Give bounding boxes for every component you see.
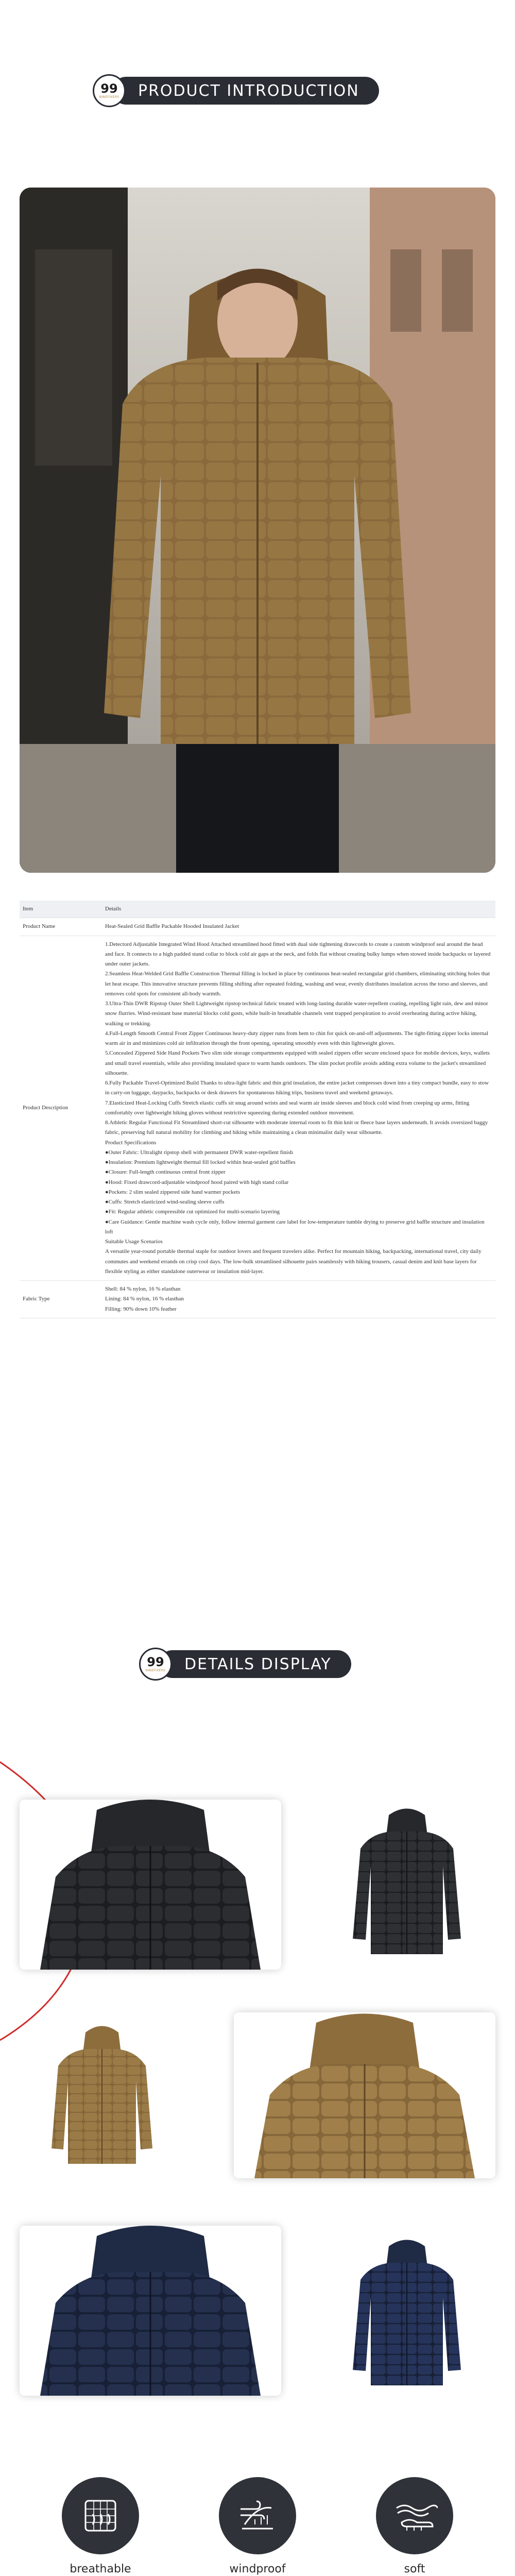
description-line: 8.Athletic Regular Functional Fit Streamlined short-cut silhouette with moderate internal room to fit thin knit or fleece base layers underneath. It avoids oversized baggy fabric, preserving full natural mobility for climbing and hiking while maintaining a clean minimalist daily wear silhouette. <box>105 1120 488 1136</box>
spec-bullet: ●Insulation: Premium lightweight thermal fill locked within heat-sealed grid baffles <box>105 1159 296 1165</box>
description-line: 2.Seamless Heat-Welded Grid Baffle Construction Thermal filling is locked in place by continuous heat-sealed rectangular grid chambers, eliminating stitching holes that let heat escape. This innovative structure prevents filling shifting after repeated folding, washing and wear, evenly distributes insulation across the torso and sleeves, and removes cold spots for consistent all-body warmth. <box>105 971 490 997</box>
details-display-banner <box>139 1647 351 1682</box>
section-title-pill <box>112 77 379 105</box>
product-name-text: Heat-Sealed Grid Baffle Packable Hooded Insulated Jacket <box>105 923 239 930</box>
fabric-line: Filling: 90% down 10% feather <box>105 1306 177 1312</box>
description-line: 4.Full-Length Smooth Central Front Zipper Continuous heavy-duty zipper runs from hem to chin for quick on-and-off adjustments. The tight-fitting zipper locks internal warm air in and minimizes cold air infiltration through the front opening, operating smoothly even with thin lightweight gloves. <box>105 1030 489 1046</box>
detail-navy-full <box>340 2231 474 2396</box>
description-line: 7.Elasticized Heat-Locking Cuffs Stretch elastic cuffs sit snug around wrists and seal warm air inside sleeves and block cold wind from creeping up arms, fitting comfortably over lightweight hiking gloves without restrictive squeezing during extended outdoor movement. <box>105 1099 470 1116</box>
fabric-line: Lining: 84 % nylon, 16 % elasthan <box>105 1296 184 1302</box>
feature-windproof <box>198 2477 317 2576</box>
brand-logo-number: 99 <box>147 1655 164 1669</box>
product-spec-table <box>20 901 495 1318</box>
row-value <box>102 936 495 1281</box>
brand-logo-number: 99 <box>100 81 118 96</box>
table-header-item: Item <box>20 901 102 918</box>
description-line: 5.Concealed Zippered Side Hand Pockets Two slim side storage compartments equipped with sealed zippers offer secure enclosed space for mobile devices, keys, wallets and small travel essentials, while also providing insulated space to warm hands outdoors. The slim pocket profile avoids adding extra volume to the jacket's streamlined silhouette. <box>105 1050 490 1076</box>
table-row-product-name <box>20 918 495 936</box>
detail-navy-closeup <box>20 2226 281 2396</box>
description-line: 6.Fully Packable Travel-Optimized Build Thanks to ultra-light fabric and thin grid insulation, the entire jacket compresses down into a tiny compact bundle, easy to stow in carry-on luggage, daypacks, backpacks or desk drawers for spontaneous hiking trips, business travel and weekend getaways. <box>105 1080 489 1096</box>
product-introduction-banner <box>93 73 379 108</box>
usage-text: A versatile year-round portable thermal staple for outdoor lovers and frequent travelers alike. Perfect for mountain hiking, backpacking, international travel, city daily commutes and weekend errands on crisp cool days. The low-bulk streamlined silhouette pairs seamlessly with hiking trousers, casual denim and knit base layers for flexible styling as either standalone outerwear or insulation mid-layer. <box>105 1248 482 1275</box>
specifications-heading: Product Specifications <box>105 1139 157 1146</box>
windproof-icon <box>219 2477 296 2554</box>
spec-bullet: ●Fit: Regular athletic compressible cut optimized for multi-scenario layering <box>105 1209 280 1215</box>
breathable-icon <box>62 2477 139 2554</box>
spec-bullet: ●Care Guidance: Gentle machine wash cycle only, follow internal garment care label for low-temperature tumble drying to preserve grid baffle structure and insulation loft <box>105 1218 485 1235</box>
spec-bullet: ●Outer Fabric: Ultralight ripstop shell with permanent DWR water-repellent finish <box>105 1149 293 1156</box>
brand-logo <box>93 74 126 107</box>
row-value <box>102 1281 495 1318</box>
detail-black-closeup <box>20 1800 281 1970</box>
detail-khaki-full <box>40 2020 164 2174</box>
fabric-line: Shell: 84 % nylon, 16 % elasthan <box>105 1286 181 1292</box>
table-header-details: Details <box>102 901 495 918</box>
row-value <box>102 918 495 936</box>
table-row-fabric-type <box>20 1281 495 1318</box>
table-header-row <box>20 901 495 918</box>
brand-logo <box>139 1648 172 1681</box>
detail-black-full <box>340 1800 474 1970</box>
spec-bullet: ●Cuffs: Stretch elasticized wind-sealing sleeve cuffs <box>105 1199 225 1205</box>
row-label: Fabric Type <box>20 1281 102 1318</box>
detail-khaki-closeup <box>234 2012 495 2178</box>
feature-breathable <box>41 2477 160 2576</box>
brand-logo-subtitle: NINEFIXERS <box>99 95 119 99</box>
soft-icon <box>376 2477 453 2554</box>
feature-label: windproof <box>229 2563 286 2575</box>
row-label: Product Description <box>20 936 102 1281</box>
spec-bullet: ●Hood: Fixed drawcord-adjustable windproof hood paired with high stand collar <box>105 1179 289 1185</box>
hero-model-photo <box>20 188 495 873</box>
feature-soft <box>355 2477 474 2576</box>
description-line: 1.Detectord Adjustable Integrated Wind Hood Attached streamlined hood fitted with dual side tightening drawcords to create a custom windproof seal around the head and face. It connects to a high padded stand collar to block cold air gaps at the neck, and folds flat without creating bulky lumps when stowed inside backpacks or layered under outer jackets. <box>105 941 491 967</box>
section-title-pill <box>159 1650 351 1678</box>
table-row-product-description <box>20 936 495 1281</box>
description-line: 3.Ultra-Thin DWR Ripstop Outer Shell Lightweight ripstop technical fabric treated with long-lasting durable water-repellent coating, repelling light rain, dew and minor snow flurries. Wind-resistant base material blocks cold gusts, while built-in breathable channels vent trapped perspiration to avoid overheating during active hiking, walking or trekking. <box>105 1001 488 1027</box>
feature-label: breathable <box>70 2563 131 2575</box>
spec-bullet: ●Pockets: 2 slim sealed zippered side hand warmer pockets <box>105 1189 241 1195</box>
section-title: PRODUCT INTRODUCTION <box>138 81 359 100</box>
section-title: DETAILS DISPLAY <box>184 1655 332 1673</box>
usage-heading: Suitable Usage Scenarios <box>105 1239 163 1245</box>
spec-bullet: ●Closure: Full-length continuous central front zipper <box>105 1169 226 1176</box>
feature-label: soft <box>404 2563 425 2575</box>
row-label: Product Name <box>20 918 102 936</box>
brand-logo-subtitle: NINEFIXERS <box>145 1669 166 1672</box>
